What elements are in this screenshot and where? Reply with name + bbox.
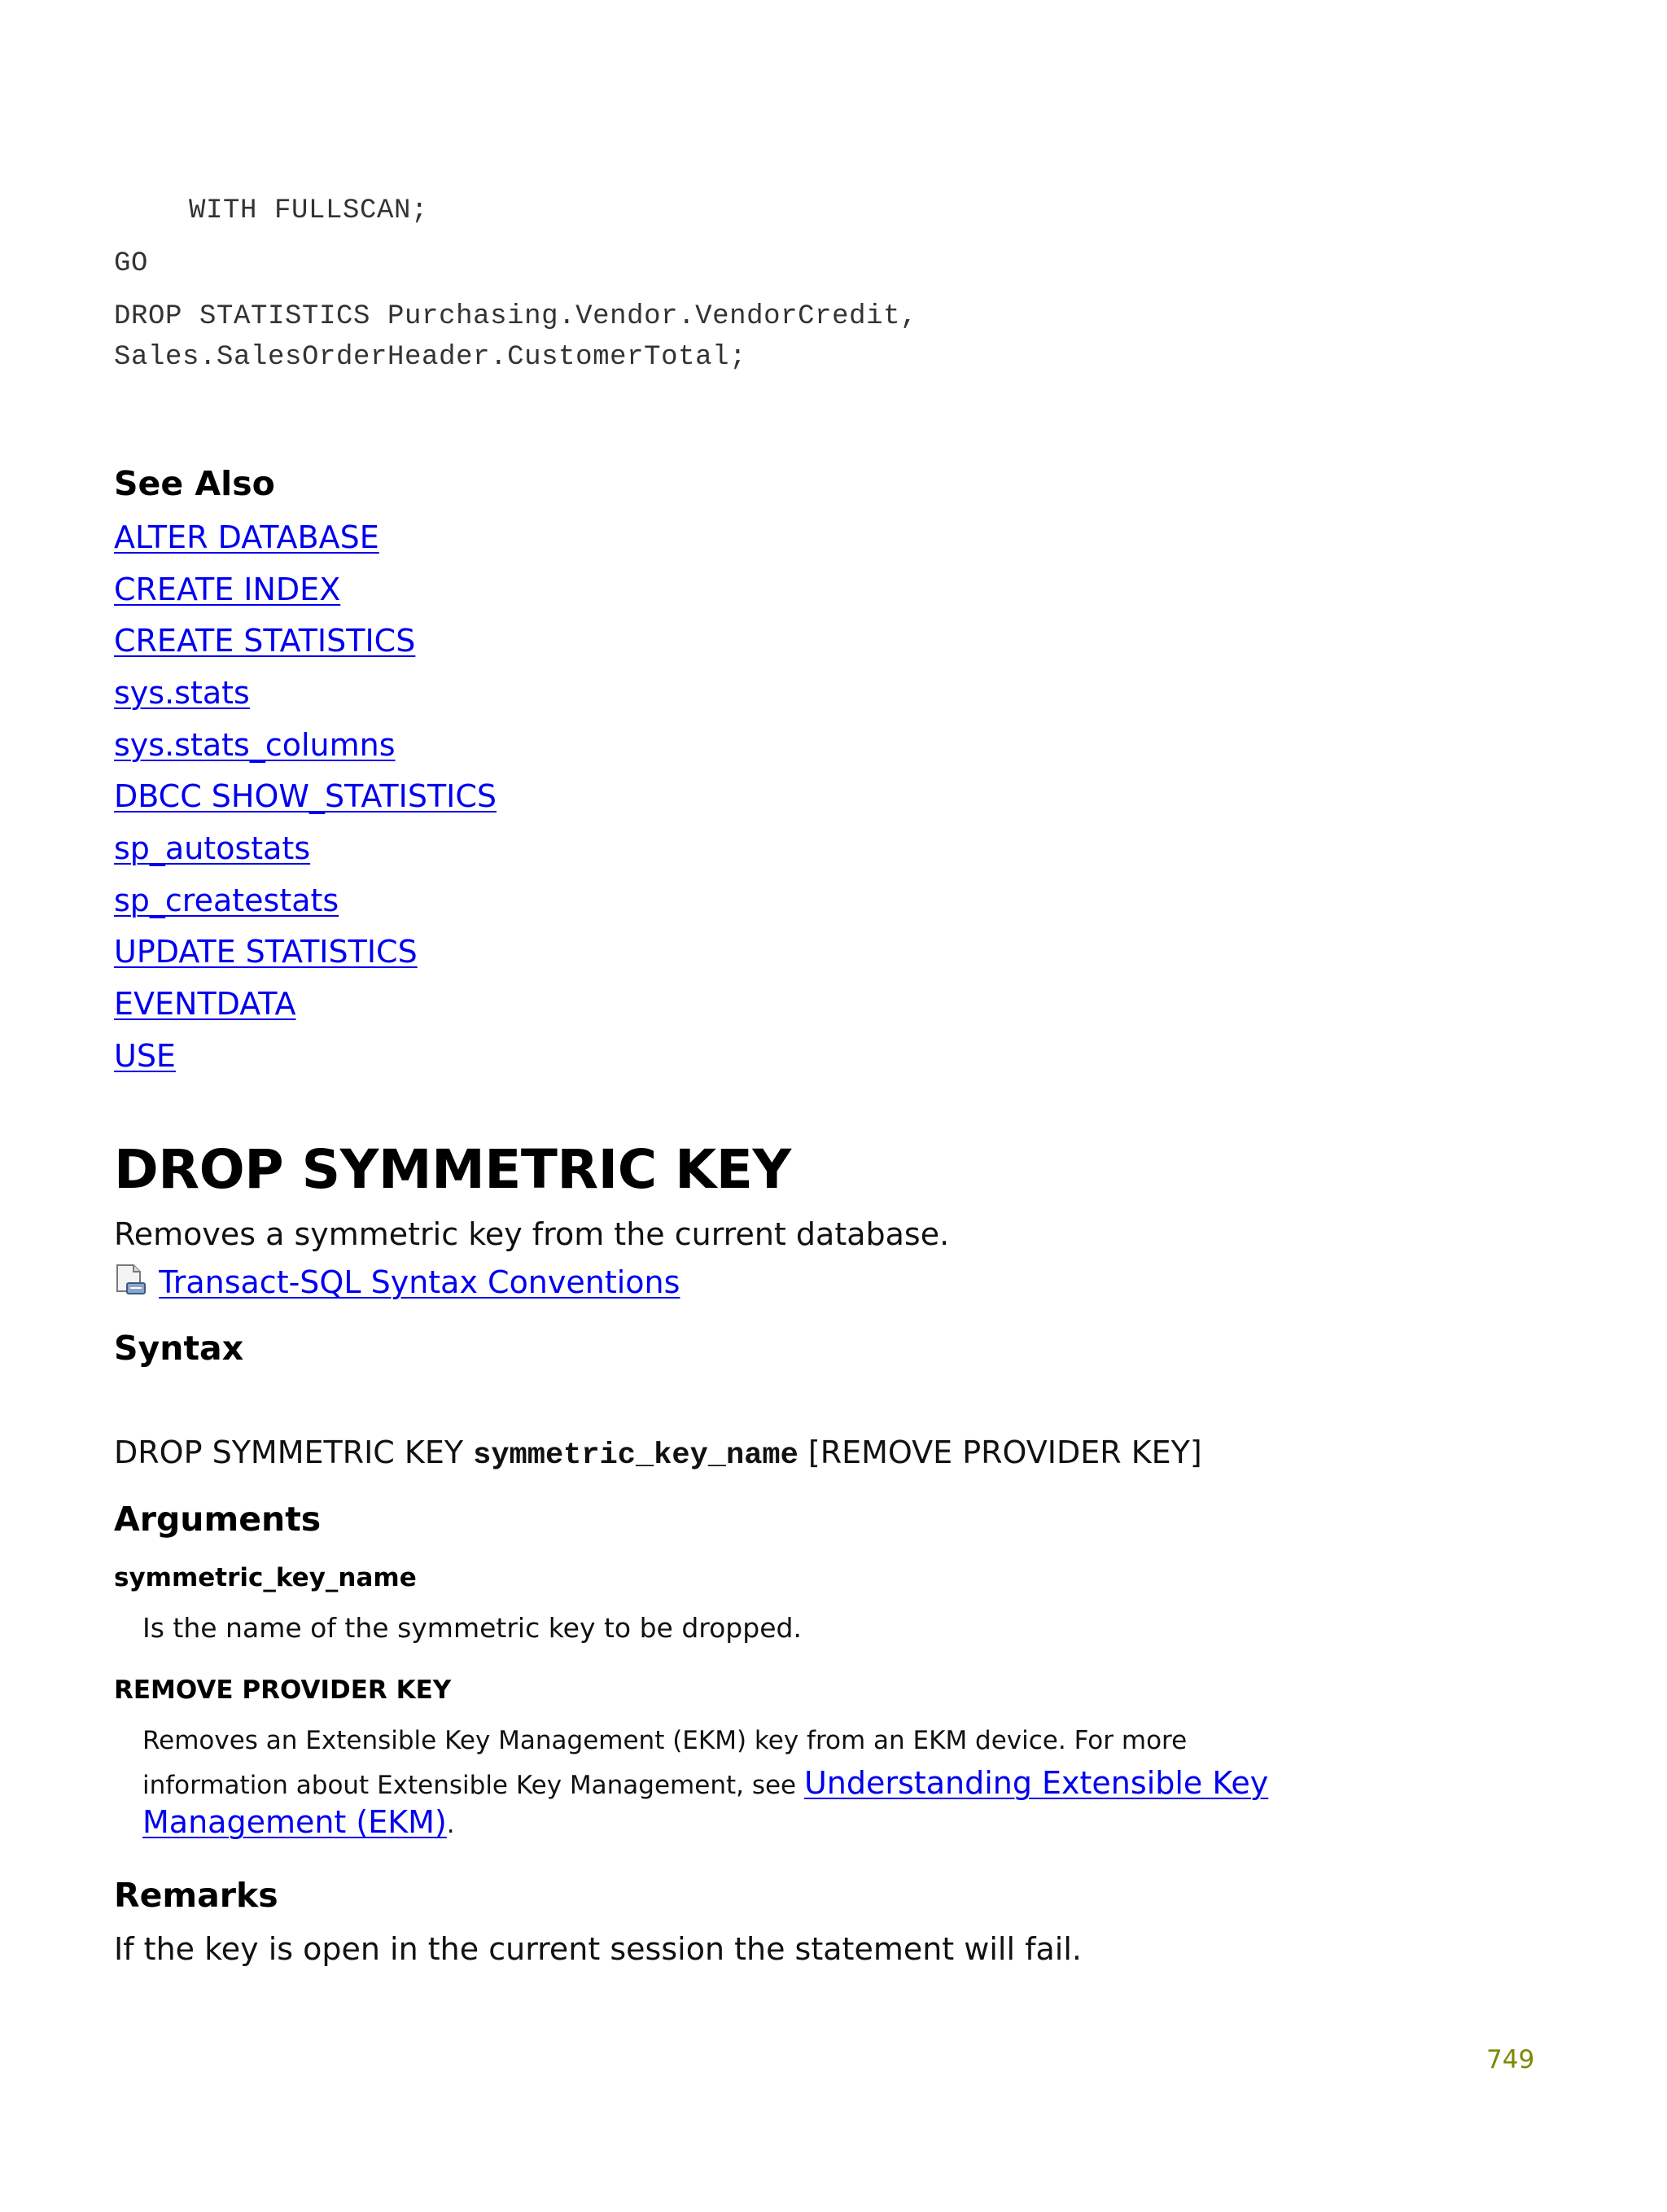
document-icon xyxy=(114,1264,147,1296)
argument-description-text: information about Extensible Key Management, see xyxy=(142,1771,804,1800)
link-sp-autostats[interactable]: sp_autostats xyxy=(114,830,311,866)
link-create-index[interactable]: CREATE INDEX xyxy=(114,572,341,607)
syntax-statement xyxy=(114,1435,1202,1473)
argument-description-cont xyxy=(142,1804,455,1840)
link-use[interactable]: USE xyxy=(114,1038,176,1074)
syntax-param: symmetric_key_name xyxy=(473,1439,798,1473)
ekm-link[interactable]: Understanding Extensible Key xyxy=(803,1765,1269,1801)
syntax-heading: Syntax xyxy=(114,1329,244,1368)
arguments-heading: Arguments xyxy=(114,1500,322,1539)
argument-description-cont xyxy=(142,1765,1268,1801)
code-line: WITH FULLSCAN; xyxy=(189,195,429,226)
argument-description: Is the name of the symmetric key to be dropped. xyxy=(142,1612,802,1644)
link-sp-createstats[interactable]: sp_createstats xyxy=(114,883,339,918)
link-alter-database[interactable]: ALTER DATABASE xyxy=(114,519,379,555)
link-update-statistics[interactable]: UPDATE STATISTICS xyxy=(114,934,418,970)
argument-description: Removes an Extensible Key Management (EKM) key from an EKM device. For more xyxy=(142,1726,1188,1755)
remarks-heading: Remarks xyxy=(114,1876,278,1915)
topic-title: DROP SYMMETRIC KEY xyxy=(114,1138,791,1201)
link-create-statistics[interactable]: CREATE STATISTICS xyxy=(114,623,416,659)
ekm-link-cont[interactable]: Management (EKM) xyxy=(142,1804,447,1840)
remarks-text: If the key is open in the current session the statement will fail. xyxy=(114,1931,1082,1967)
link-sys-stats-columns[interactable]: sys.stats_columns xyxy=(114,727,396,763)
code-line: Sales.SalesOrderHeader.CustomerTotal; xyxy=(114,342,747,373)
syntax-suffix: [REMOVE PROVIDER KEY] xyxy=(798,1435,1202,1470)
link-sys-stats[interactable]: sys.stats xyxy=(114,675,250,711)
code-line: GO xyxy=(114,248,149,279)
page-number: 749 xyxy=(1486,2045,1535,2074)
syntax-prefix: DROP SYMMETRIC KEY xyxy=(114,1435,474,1470)
see-also-heading: See Also xyxy=(114,464,275,503)
topic-description: Removes a symmetric key from the current database. xyxy=(114,1216,950,1252)
argument-description-end: . xyxy=(446,1810,455,1839)
link-eventdata[interactable]: EVENTDATA xyxy=(114,986,296,1022)
argument-term: REMOVE PROVIDER KEY xyxy=(114,1675,452,1705)
syntax-conventions-link[interactable]: Transact-SQL Syntax Conventions xyxy=(159,1264,680,1300)
argument-term: symmetric_key_name xyxy=(114,1563,417,1592)
link-dbcc-show-statistics[interactable]: DBCC SHOW_STATISTICS xyxy=(114,778,497,814)
code-line: DROP STATISTICS Purchasing.Vendor.VendorCredit, xyxy=(114,301,918,332)
conventions-row xyxy=(114,1264,680,1300)
